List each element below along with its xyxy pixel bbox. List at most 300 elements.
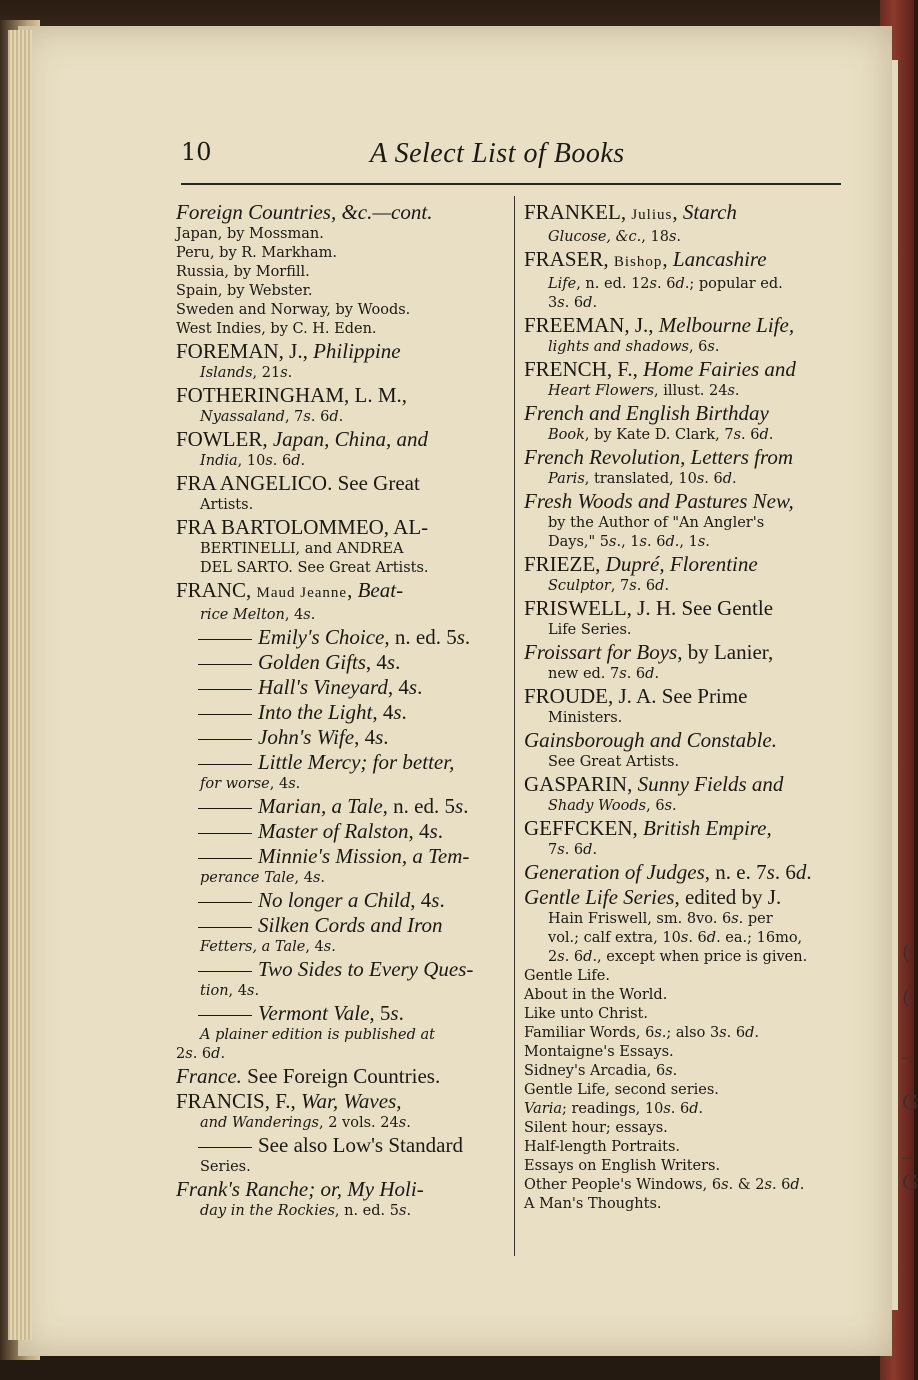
- entry-continuation: [176, 775, 501, 794]
- text: Russia, by Morfill.: [176, 264, 310, 280]
- italic-text: rice Melton: [200, 607, 285, 623]
- italic-text: s: [557, 949, 565, 965]
- italic-text: s: [764, 1177, 772, 1193]
- italic-text: s: [654, 1025, 662, 1041]
- text: Spain, by Webster.: [176, 283, 313, 299]
- text: .: [401, 700, 407, 724]
- entry-continuation: [176, 364, 501, 383]
- text: West Indies, by C. H. Eden.: [176, 321, 377, 337]
- entry-continuation: [176, 982, 501, 1001]
- ditto-dash: [198, 1015, 252, 1016]
- italic-text: Silken Cords and Iron: [258, 913, 443, 937]
- text: .: [395, 650, 401, 674]
- text: .: [437, 819, 443, 843]
- entry-continuation: [524, 1157, 852, 1176]
- italic-text: Froissart for Boys: [524, 640, 678, 664]
- italic-text: s: [375, 725, 384, 749]
- text: .: [463, 794, 469, 818]
- text: , 4: [269, 776, 289, 792]
- text: FOWLER,: [176, 427, 273, 451]
- italic-text: s: [680, 930, 689, 946]
- italic-text: s: [288, 776, 296, 792]
- entry-continuation: [524, 948, 852, 967]
- italic-text: War, Waves,: [300, 1089, 402, 1113]
- italic-text: for worse: [200, 776, 270, 792]
- entry-continuation: [524, 533, 852, 552]
- left-column: [176, 200, 501, 1221]
- text: .: [338, 409, 344, 425]
- text: .: [320, 870, 326, 886]
- italic-text: and Wanderings: [200, 1115, 319, 1131]
- text: , 5: [369, 1001, 391, 1025]
- text: . ea.; 16mo,: [716, 930, 803, 946]
- entry-continuation: [524, 228, 852, 247]
- text: , n. ed. 5: [384, 625, 457, 649]
- italic-text: Vermont Vale: [258, 1001, 370, 1025]
- entry-continuation: [524, 1138, 852, 1157]
- italic-text: lights and shadows: [548, 339, 689, 355]
- italic-text: d: [759, 427, 769, 443]
- text: .: [698, 1101, 704, 1117]
- entry-continuation: [176, 496, 501, 515]
- text: 3: [548, 295, 558, 311]
- italic-text: Paris: [548, 471, 585, 487]
- entry-line: [176, 957, 501, 982]
- italic-text: s: [280, 365, 288, 381]
- entry-line: [176, 471, 501, 496]
- text: . 6: [726, 1025, 746, 1041]
- text: Silent hour; essays.: [524, 1120, 668, 1136]
- text: A Man's Thoughts.: [524, 1196, 662, 1212]
- italic-text: Sunny Fields and: [637, 772, 784, 796]
- text: .: [300, 453, 306, 469]
- entry-continuation: [176, 225, 501, 244]
- text: . 6: [636, 578, 656, 594]
- ditto-dash: [198, 689, 252, 690]
- text: . 6: [272, 453, 292, 469]
- text: , 4: [305, 939, 324, 955]
- text: .; also 3: [661, 1025, 720, 1041]
- italic-text: Melbourne Life,: [658, 313, 795, 337]
- entry-continuation: [524, 1195, 852, 1214]
- italic-text: s: [557, 295, 565, 311]
- entry-line: [524, 200, 852, 228]
- text: by the Author of "An Angler's: [548, 515, 765, 531]
- italic-text: s: [557, 842, 565, 858]
- entry-line: [176, 1064, 501, 1089]
- italic-text: s: [303, 607, 311, 623]
- italic-text: d: [291, 453, 301, 469]
- text: .: [406, 1115, 411, 1131]
- entry-line: [524, 728, 852, 753]
- entry-line: [524, 445, 852, 470]
- italic-text: s: [431, 888, 440, 912]
- ditto-dash: [198, 971, 252, 972]
- facing-page-fragment: _: [902, 1035, 912, 1059]
- text: Ministers.: [548, 710, 623, 726]
- facing-page-fragment: G: [902, 1090, 918, 1114]
- italic-text: s: [455, 794, 464, 818]
- italic-text: s: [696, 471, 705, 487]
- italic-text: Philippine: [313, 339, 401, 363]
- small-caps-text: Maud Jeanne: [256, 585, 348, 601]
- entry-line: [176, 675, 501, 700]
- entry-continuation: [524, 382, 852, 401]
- italic-text: Life: [548, 276, 577, 292]
- italic-text: John's Wife: [258, 725, 355, 749]
- entry-continuation: [176, 1202, 501, 1221]
- entry-line: [524, 313, 852, 338]
- text: ,: [672, 200, 683, 224]
- text: . & 2: [728, 1177, 765, 1193]
- entry-continuation: [524, 470, 852, 489]
- italic-text: Sculptor: [548, 578, 611, 594]
- entry-line: [524, 401, 852, 426]
- text: 7: [548, 842, 558, 858]
- italic-text: s: [721, 1177, 729, 1193]
- text: Half-length Portraits.: [524, 1139, 681, 1155]
- italic-text: d: [790, 1177, 800, 1193]
- italic-text: d: [583, 949, 593, 965]
- entry-continuation: [524, 1043, 852, 1062]
- entry-line: [176, 1001, 501, 1026]
- entry-continuation: [176, 540, 501, 559]
- right-column: [524, 200, 852, 1214]
- entry-line: [176, 1177, 501, 1202]
- entry-line: [524, 772, 852, 797]
- page-number: 10: [181, 138, 212, 166]
- text: new ed. 7: [548, 666, 620, 682]
- text: , 4: [294, 870, 313, 886]
- text: Life Series.: [548, 622, 632, 638]
- text: , 4: [284, 607, 304, 623]
- text: . 6: [626, 666, 646, 682]
- entry-continuation: [524, 929, 852, 948]
- text: FRIEZE,: [524, 552, 606, 576]
- text: Hain Friswell, sm. 8vo. 6: [548, 911, 732, 927]
- text: , 4: [372, 700, 394, 724]
- italic-text: s: [697, 534, 706, 550]
- italic-text: perance Tale: [200, 870, 295, 886]
- italic-text: d: [795, 860, 807, 884]
- text: .: [768, 427, 774, 443]
- text: Days," 5: [548, 534, 610, 550]
- text: Japan, by Mossman.: [176, 226, 324, 242]
- entry-line: [524, 684, 852, 709]
- italic-text: Master of Ralston: [258, 819, 409, 843]
- text: . 6: [774, 860, 796, 884]
- text: , illust. 24: [654, 383, 728, 399]
- text: ; readings, 10: [562, 1101, 664, 1117]
- text: FRANCIS, F.,: [176, 1089, 301, 1113]
- text: ,: [347, 578, 358, 602]
- text: GEFFCKEN,: [524, 816, 644, 840]
- entry-line: [176, 1133, 501, 1158]
- entry-continuation: [176, 301, 501, 320]
- italic-text: s: [393, 700, 402, 724]
- text: Artists.: [200, 497, 254, 513]
- entry-line: [524, 860, 852, 885]
- text: .: [592, 842, 598, 858]
- entry-line: [524, 816, 852, 841]
- text: Series.: [200, 1159, 251, 1175]
- text: , 2 vols. 24: [319, 1115, 399, 1131]
- entry-continuation: [176, 408, 501, 427]
- text: , 4: [408, 819, 430, 843]
- text: . 6: [192, 1046, 212, 1062]
- text: .: [439, 888, 445, 912]
- entry-line: [176, 339, 501, 364]
- text: . 6: [564, 295, 584, 311]
- text: .: [417, 675, 423, 699]
- facing-page-fragment: _: [902, 1135, 912, 1159]
- italic-text: s: [639, 534, 647, 550]
- text: Sweden and Norway, by Woods.: [176, 302, 411, 318]
- text: , 4: [410, 888, 432, 912]
- text: Peru, by R. Markham.: [176, 245, 337, 261]
- text: . 6: [564, 842, 584, 858]
- entry-line: [176, 819, 501, 844]
- entry-line: [176, 725, 501, 750]
- page-stack: [8, 30, 32, 1340]
- entry-continuation: [176, 1114, 501, 1133]
- text: .: [295, 776, 301, 792]
- italic-text: Fetters, a Tale: [200, 939, 306, 955]
- ditto-dash: [198, 739, 252, 740]
- text: , translated, 10: [584, 471, 697, 487]
- header-rule: [181, 183, 841, 185]
- text: FRANC,: [176, 578, 257, 602]
- entry-continuation: [524, 338, 852, 357]
- text: Gentle Life, second series.: [524, 1082, 719, 1098]
- italic-text: s: [185, 1046, 193, 1062]
- entry-line: [176, 427, 501, 452]
- italic-text: Book: [548, 427, 585, 443]
- facing-page-fragment: G: [902, 1170, 918, 1194]
- text: , 6: [646, 798, 665, 814]
- italic-text: d: [745, 1025, 755, 1041]
- entry-line: [176, 650, 501, 675]
- italic-text: d: [583, 842, 593, 858]
- entry-continuation: [176, 559, 501, 578]
- text: , 4: [354, 725, 376, 749]
- italic-text: s: [456, 625, 465, 649]
- text: . 6: [656, 276, 676, 292]
- text: .: [592, 295, 598, 311]
- text: . 6: [771, 1177, 791, 1193]
- entry-line: [176, 383, 501, 408]
- entry-line: [524, 552, 852, 577]
- text: FRASER,: [524, 247, 614, 271]
- text: See also Low's Standard: [258, 1133, 463, 1157]
- entry-line: [176, 200, 501, 225]
- italic-text: Dupré, Florentine: [605, 552, 758, 576]
- text: .: [664, 578, 670, 594]
- italic-text: Foreign Countries, &c.—cont.: [176, 200, 433, 224]
- italic-text: d: [689, 1101, 699, 1117]
- italic-text: Gentle Life Series: [524, 885, 675, 909]
- ditto-dash: [198, 639, 252, 640]
- text: . 6: [688, 930, 707, 946]
- italic-text: Gainsborough and Constable.: [524, 728, 777, 752]
- entry-continuation: [524, 1024, 852, 1043]
- entry-line: [524, 885, 852, 910]
- text: , 7: [284, 409, 304, 425]
- entry-continuation: [176, 320, 501, 339]
- text: .: [732, 471, 737, 487]
- entry-continuation: [524, 910, 852, 929]
- text: ., 1: [616, 534, 640, 550]
- ditto-dash: [198, 808, 252, 809]
- italic-text: s: [619, 666, 627, 682]
- small-caps-text: Bishop: [613, 254, 663, 270]
- italic-text: s: [665, 1063, 673, 1079]
- entry-continuation: [524, 514, 852, 533]
- text: .: [672, 798, 677, 814]
- text: .: [734, 383, 740, 399]
- italic-text: s: [398, 1203, 407, 1219]
- italic-text: s: [663, 1101, 671, 1117]
- entry-line: [176, 750, 501, 775]
- entry-continuation: [176, 263, 501, 282]
- entry-continuation: [176, 244, 501, 263]
- entry-continuation: [176, 869, 501, 888]
- ditto-dash: [198, 833, 252, 834]
- italic-text: d: [211, 1046, 221, 1062]
- text: FRANKEL,: [524, 200, 632, 224]
- italic-text: British Empire,: [643, 816, 772, 840]
- text: . 6: [564, 949, 584, 965]
- text: , 10: [237, 453, 266, 469]
- italic-text: d: [706, 930, 717, 946]
- text: .: [705, 534, 710, 550]
- text: , n. ed. 12: [576, 276, 650, 292]
- entry-line: [176, 888, 501, 913]
- text: BERTINELLI, and ANDREA: [200, 541, 404, 557]
- italic-text: s: [649, 276, 657, 292]
- text: .: [398, 1001, 404, 1025]
- entry-continuation: [176, 452, 501, 471]
- italic-text: French and English Birthday: [524, 401, 769, 425]
- text: .: [754, 1025, 759, 1041]
- entry-line: [176, 515, 501, 540]
- text: , 4: [365, 650, 387, 674]
- italic-text: Varia: [524, 1101, 562, 1117]
- entry-line: [176, 794, 501, 819]
- ditto-dash: [198, 1147, 252, 1148]
- italic-text: s: [731, 911, 739, 927]
- italic-text: Nyassaland: [200, 409, 285, 425]
- entry-line: [524, 247, 852, 275]
- text: .: [287, 365, 293, 381]
- entry-continuation: [524, 1100, 852, 1119]
- italic-text: s: [386, 650, 396, 674]
- italic-text: Home Fairies and: [643, 357, 796, 381]
- text: FROUDE, J. A. See Prime: [524, 684, 748, 708]
- entry-continuation: [524, 986, 852, 1005]
- entry-line: [524, 596, 852, 621]
- text: ,: [662, 247, 673, 271]
- italic-text: d: [722, 471, 733, 487]
- entry-continuation: [524, 797, 852, 816]
- text: . per: [738, 911, 773, 927]
- entry-continuation: [524, 967, 852, 986]
- text: , 6: [688, 339, 708, 355]
- entry-continuation: [524, 426, 852, 445]
- italic-text: Hall's Vineyard: [258, 675, 388, 699]
- text: Essays on English Writers.: [524, 1158, 721, 1174]
- entry-continuation: [176, 606, 501, 625]
- entry-line: [176, 844, 501, 869]
- italic-text: s: [668, 229, 677, 245]
- text: Sidney's Arcadia, 6: [524, 1063, 666, 1079]
- text: , n. ed. 5: [382, 794, 455, 818]
- text: ., except when price is given.: [592, 949, 808, 965]
- entry-continuation: [524, 1062, 852, 1081]
- entry-line: [524, 357, 852, 382]
- text: Familiar Words, 6: [524, 1025, 655, 1041]
- text: .: [406, 1203, 412, 1219]
- italic-text: Lancashire: [672, 247, 767, 271]
- text: .: [806, 860, 812, 884]
- italic-text: Two Sides to Every Ques-: [258, 957, 474, 981]
- small-caps-text: Julius: [631, 207, 673, 223]
- italic-text: Japan, China, and: [272, 427, 428, 451]
- italic-text: Glucose, &c.: [548, 229, 642, 245]
- text: , 4: [228, 983, 247, 999]
- text: , 4: [387, 675, 409, 699]
- italic-text: s: [265, 453, 273, 469]
- ditto-dash: [198, 714, 252, 715]
- entry-continuation: [524, 841, 852, 860]
- text: ., 1: [674, 534, 698, 550]
- italic-text: d: [329, 409, 339, 425]
- italic-text: s: [609, 534, 617, 550]
- italic-text: Starch: [682, 200, 737, 224]
- text: .: [654, 666, 660, 682]
- italic-text: s: [312, 870, 321, 886]
- facing-page-fragment: (: [902, 940, 910, 964]
- text: FRISWELL, J. H. See Gentle: [524, 596, 774, 620]
- ditto-dash: [198, 764, 252, 765]
- text: Gentle Life.: [524, 968, 610, 984]
- italic-text: s: [766, 860, 775, 884]
- ditto-dash: [198, 664, 252, 665]
- entry-continuation: [176, 1026, 501, 1045]
- entry-line: [176, 1089, 501, 1114]
- text: 2: [176, 1046, 186, 1062]
- italic-text: A plainer edition is published at: [200, 1027, 435, 1043]
- italic-text: d: [655, 578, 665, 594]
- italic-text: s: [303, 409, 311, 425]
- text: . 6: [647, 534, 666, 550]
- italic-text: s: [323, 939, 332, 955]
- text: See Great Artists.: [548, 754, 680, 770]
- text: FOTHERINGHAM, L. M.,: [176, 383, 407, 407]
- italic-text: Islands: [200, 365, 253, 381]
- entry-continuation: [524, 665, 852, 684]
- text: .: [331, 939, 336, 955]
- text: , 18: [641, 229, 669, 245]
- italic-text: Fresh Woods and Pastures New,: [524, 489, 794, 513]
- text: . 6: [670, 1101, 690, 1117]
- text: FRA BARTOLOMMEO, AL-: [176, 515, 429, 539]
- text: 2: [548, 949, 558, 965]
- ditto-dash: [198, 902, 252, 903]
- text: .: [464, 625, 471, 649]
- entry-continuation: [524, 275, 852, 294]
- text: See Foreign Countries.: [241, 1064, 441, 1088]
